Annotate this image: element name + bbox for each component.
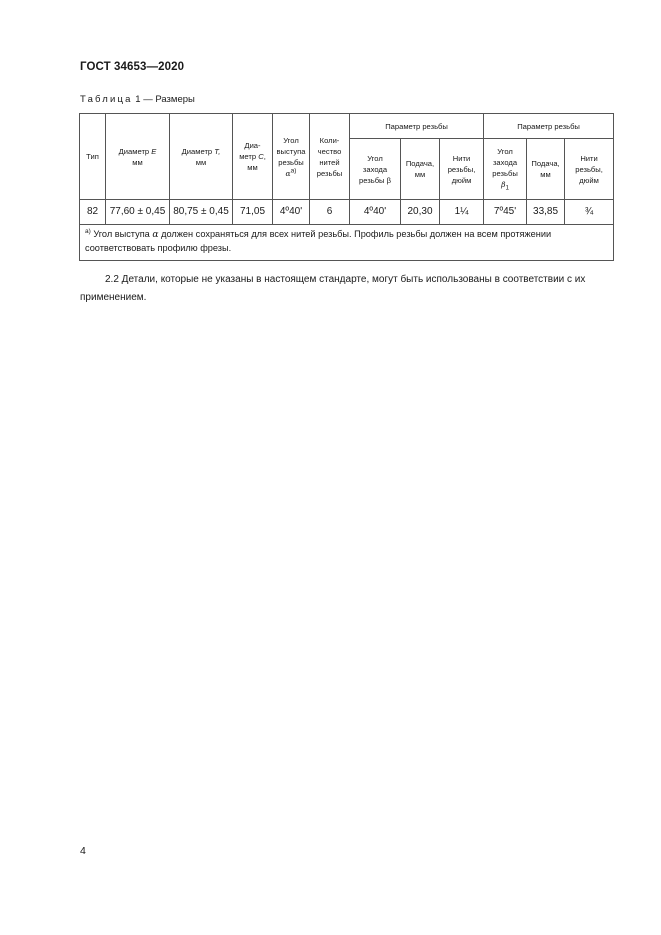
cell-protrusion-angle: 4º40' <box>273 200 310 225</box>
cell-feed-1: 20,30 <box>401 200 440 225</box>
col-header-diameter-e: Диаметр E мм <box>106 114 170 200</box>
table-footnote-row <box>80 225 614 261</box>
cell-diameter-e: 77,60 ± 0,45 <box>106 200 170 225</box>
cell-feed-2: 33,85 <box>527 200 565 225</box>
cell-thread-count: 6 <box>310 200 350 225</box>
col-header-feed-1: Подача, мм <box>401 139 440 200</box>
table-header-row <box>80 114 614 139</box>
document-header: ГОСТ 34653—2020 <box>80 61 185 73</box>
paragraph-2-2: 2.2 Детали, которые не указаны в настоящем стандарте, могут быть использованы в соответствии с их применением. <box>80 274 586 303</box>
group-header-thread-params-2: Параметр резьбы <box>484 114 614 139</box>
page-number: 4 <box>80 845 86 857</box>
col-header-feed-2: Подача, мм <box>527 139 565 200</box>
table-caption-title: 1 — Размеры <box>132 94 195 105</box>
col-header-thread-count: Коли- чество нитей резьбы <box>310 114 350 200</box>
table-footnote: $^{а)}$ Угол выступа α должен сохраняться для всех нитей резьбы. Профиль резьбы должен на всем протяжении соответствовать профилю фрезы. <box>80 225 614 261</box>
col-header-threads-per-inch-1: Нити резьбы, дюйм <box>440 139 484 200</box>
col-header-diameter-t: Диаметр T, мм <box>170 114 233 200</box>
cell-diameter-c: 71,05 <box>233 200 273 225</box>
table-caption <box>80 94 195 105</box>
cell-threads-per-inch-1: 1¼ <box>440 200 484 225</box>
cell-threads-per-inch-2: ¾ <box>565 200 614 225</box>
col-header-lead-angle-beta: Угол захода резьбы β <box>350 139 401 200</box>
group-header-thread-params-1: Параметр резьбы <box>350 114 484 139</box>
col-header-protrusion-angle: Угол выступа резьбы αа) <box>273 114 310 200</box>
cell-lead-angle-beta1: 7º45' <box>484 200 527 225</box>
cell-type: 82 <box>80 200 106 225</box>
footnote-mark: а) <box>85 227 91 235</box>
col-header-diameter-c: Диа- метр C, мм <box>233 114 273 200</box>
table-row <box>80 200 614 225</box>
col-header-lead-angle-beta1: Угол захода резьбы $\beta_1$ <box>484 139 527 200</box>
table-caption-prefix: Таблица <box>80 94 133 105</box>
col-header-type: Тип <box>80 114 106 200</box>
cell-diameter-t: 80,75 ± 0,45 <box>170 200 233 225</box>
col-header-threads-per-inch-2: Нити резьбы, дюйм <box>565 139 614 200</box>
cell-lead-angle-beta: 4º40' <box>350 200 401 225</box>
dimensions-table <box>79 113 614 261</box>
